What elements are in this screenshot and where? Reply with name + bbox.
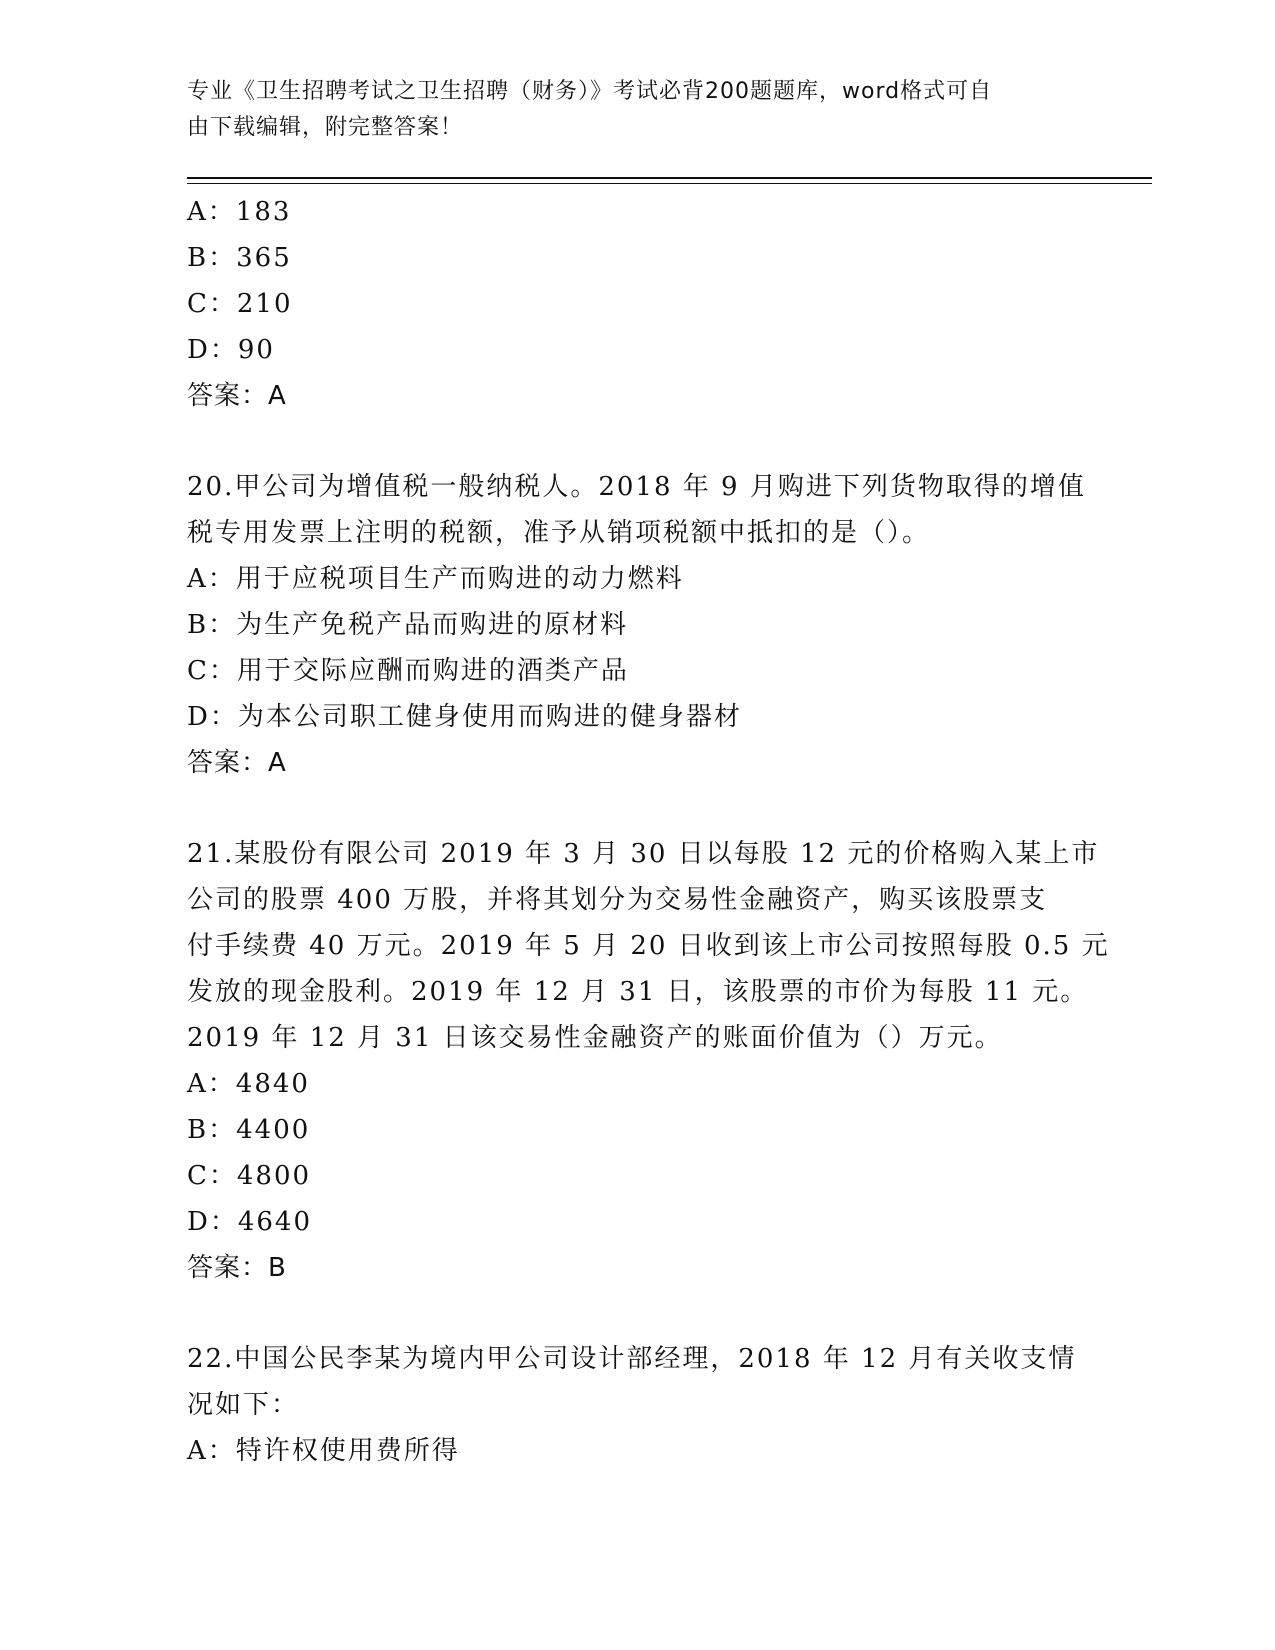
option-b: B：4400 [187,1115,311,1145]
question-stem-line: 税专用发票上注明的税额，准予从销项税额中抵扣的是（）。 [187,518,931,548]
answer-line: 答案：B [187,1253,287,1283]
question-list [187,189,1110,1474]
option-d: D：为本公司职工健身使用而购进的健身器材 [187,702,742,732]
question-22 [187,1336,1087,1474]
question-stem-line: 公司的股票 400 万股，并将其划分为交易性金融资产，购买该股票支 [187,885,1048,915]
answer-line: 答案：A [187,381,287,411]
question-stem-line: 发放的现金股利。2019 年 12 月 31 日，该股票的市价为每股 11 元。 [187,977,1089,1007]
header-line-1: 专业《卫生招聘考试之卫生招聘（财务）》考试必背200题题库，word格式可自 [187,79,993,104]
answer-line: 答案：A [187,748,287,778]
question-19 [187,189,1087,419]
question-stem-line: 况如下： [187,1390,300,1420]
question-stem-line: 20.甲公司为增值税一般纳税人。2018 年 9 月购进下列货物取得的增值 [187,472,1086,502]
header-divider-thick [187,177,1152,179]
option-a: A：特许权使用费所得 [187,1436,460,1466]
option-a: A：用于应税项目生产而购进的动力燃料 [187,564,684,594]
option-d: D：4640 [187,1207,313,1237]
header-line-2: 由下载编辑，附完整答案！ [187,115,464,140]
option-c: C：4800 [187,1161,312,1191]
option-c: C：用于交际应酬而购进的酒类产品 [187,656,629,686]
question-stem-line: 2019 年 12 月 31 日该交易性金融资产的账面价值为（）万元。 [187,1023,1003,1053]
option-c: C：210 [187,289,293,319]
question-20 [187,464,1087,786]
question-stem-line: 21.某股份有限公司 2019 年 3 月 30 日以每股 12 元的价格购入某上市 [187,839,1100,869]
question-stem-line: 付手续费 40 万元。2019 年 5 月 20 日收到该上市公司按照每股 0.5 元 [187,931,1110,961]
option-b: B：365 [187,243,292,273]
option-d: D：90 [187,335,275,365]
option-b: B：为生产免税产品而购进的原材料 [187,610,629,640]
option-a: A：183 [187,197,292,227]
document-header [187,74,1067,146]
option-a: A：4840 [187,1069,310,1099]
header-divider-thin [187,183,1152,184]
question-stem-line: 22.中国公民李某为境内甲公司设计部经理，2018 年 12 月有关收支情 [187,1344,1077,1374]
question-21 [187,831,1110,1291]
